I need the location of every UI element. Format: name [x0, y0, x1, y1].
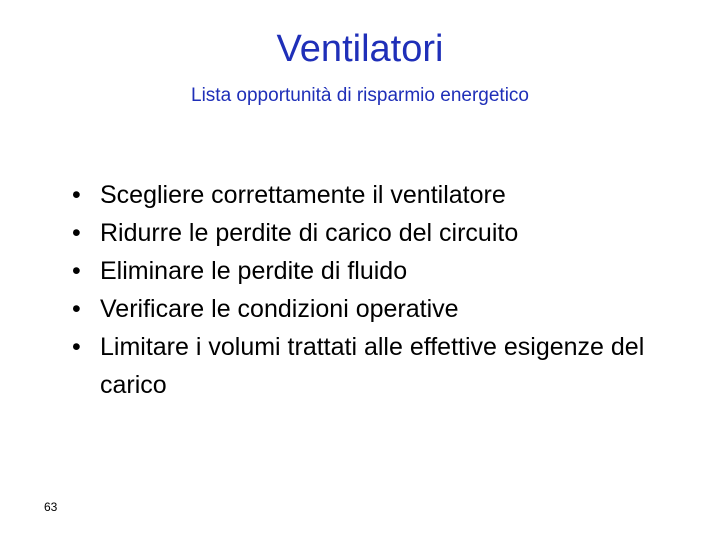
bullet-item: • Limitare i volumi trattati alle effettive esigenze del carico	[72, 328, 672, 404]
bullet-item: • Eliminare le perdite di fluido	[72, 252, 672, 290]
bullet-item: • Verificare le condizioni operative	[72, 290, 672, 328]
slide-title: Ventilatori	[276, 28, 444, 70]
bullet-list	[72, 176, 672, 404]
bullet-item: • Scegliere correttamente il ventilatore	[72, 176, 672, 214]
page-number: 63	[44, 500, 58, 514]
slide-subtitle: Lista opportunità di risparmio energetico	[191, 85, 529, 106]
bullet-item: • Ridurre le perdite di carico del circuito	[72, 214, 672, 252]
